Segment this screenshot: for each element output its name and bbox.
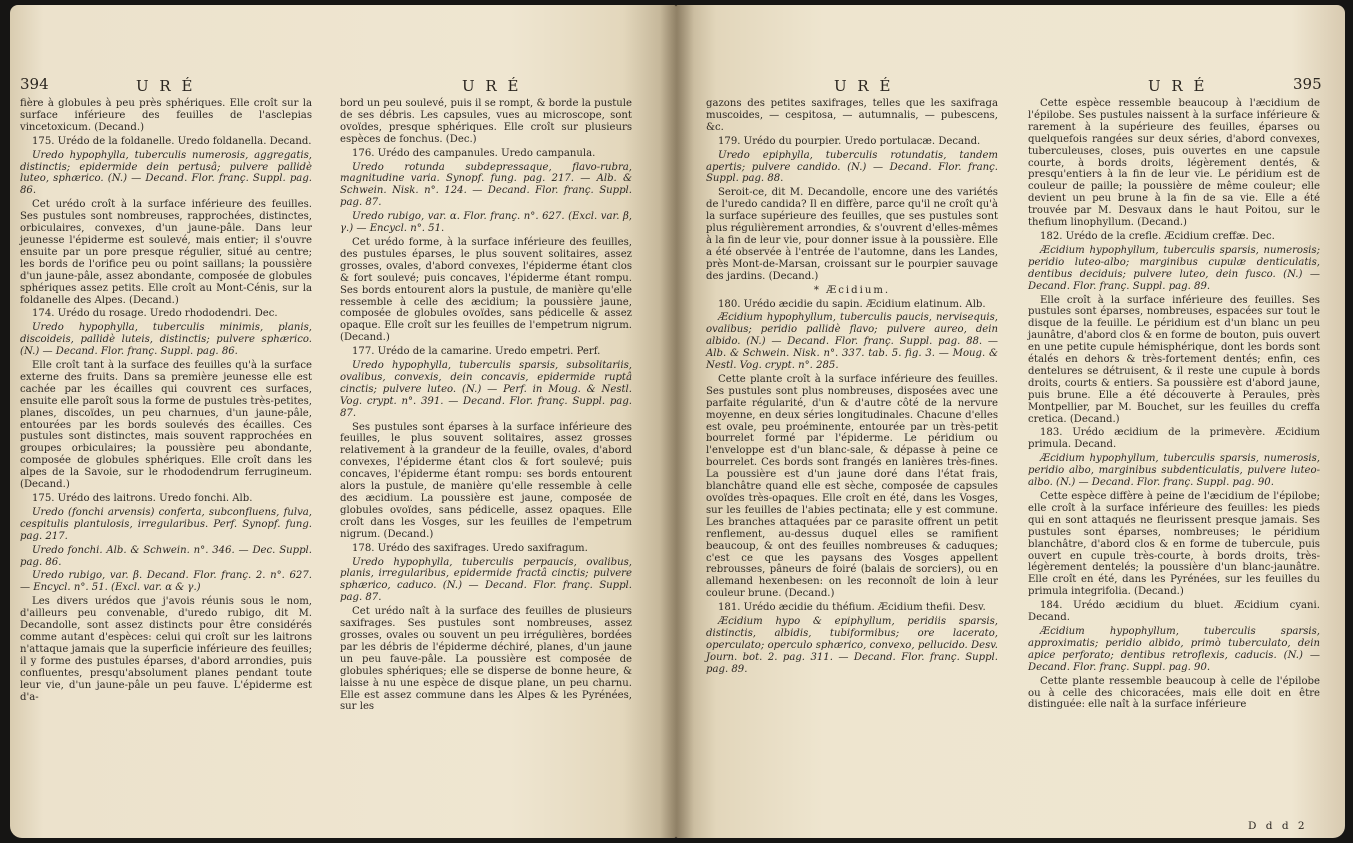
text-column — [706, 98, 998, 678]
paragraph: Seroit-ce, dit M. Decandolle, encore une des variétés de l'uredo candida? Il en diffère, parce qu'il ne croît qu'à la surface supérieure des feuilles, que ses pustules sont plus régulièrement arrondies, & s'ouvrent d'elles-mêmes à la fin de leur vie, pour donner issue à la poussière. Elle a été observée à l'entrée de l'automne, dans les Landes, près Mont-de-Marsan, croissant sur le pourpier sauvage des jardins. (Decand.) — [706, 187, 999, 282]
paragraph: Uredo epiphylla, tuberculis rotundatis, tandem apertis; pulvere candido. (N.) — Decand. Flor. franç. Suppl. pag. 88. — [706, 149, 998, 185]
signature-mark: D d d 2 — [1248, 820, 1308, 832]
paragraph: Les divers urédos que j'avois réunis sous le nom, d'ailleurs peu convenable, d'uredo rubigo, dit M. Decandolle, sont assez distincts pour être considérés comme autant d'espèces: celui qui croît sur les laitrons n'attaque jamais que la superficie inférieure des feuilles; il y forme des pustules éparses, d'abord arrondies, puis confluentes, presqu'absolument planes pendant toute leur vie, d'un jaune-pâle un peu fauve. L'épiderme est d'a- — [20, 596, 312, 703]
paragraph: 183. Urédo æcidium de la primevère. Æcidium primula. Decand. — [1028, 427, 1320, 451]
paragraph: Elle croît tant à la surface des feuilles qu'à la surface externe des fruits. Dans sa première jeunesse elle est cachée par les écailles qui couvrent ces surfaces, ensuite elle paroît sous la forme de pustules très-petites, planes, discoïdes, un peu charnues, d'un jaune-pâle, entourées par les bords soulevés des écailles. Ces pustules sont distinctes, mais souvent rapprochées en groupes orbiculaires; la poussière peu abondante, composée de globules sphériques. Elle croît dans les alpes de la Savoie, sur le rhododendrum ferrugineum. (Decand.) — [20, 360, 312, 491]
paragraph: Cette plante ressemble beaucoup à celle de l'épilobe ou à celle des chicoracées, mais elle doit en être distinguée: elle naît à la surface inférieure — [1028, 675, 1320, 711]
page-number: 395 — [1293, 75, 1322, 93]
paragraph: 175. Urédo des laitrons. Uredo fonchi. Alb. — [32, 493, 253, 504]
paragraph: 180. Urédo æcidie du sapin. Æcidium elatinum. Alb. — [718, 298, 986, 310]
right-page — [676, 5, 1345, 838]
paragraph: * Æcidium. — [813, 284, 891, 296]
paragraph: 174. Urédo du rosage. Uredo rhododendri. Dec. — [32, 308, 278, 320]
paragraph: Æcidium hypophyllum, tuberculis sparsis, numerosis, peridio albo, marginibus subdenticulatis, pulvere luteo-albo. (N.) — Decand. Flor. franç. Suppl. pag. 90. — [1028, 453, 1320, 489]
paragraph: 184. Urédo æcidium du bluet. Æcidium cyani. Decand. — [1028, 600, 1320, 624]
paragraph: 178. Urédo des saxifrages. Uredo saxifragum. — [352, 542, 588, 554]
paragraph: 177. Urédo de la camarine. Uredo empetri. Perf. — [352, 346, 601, 358]
paragraph: Elle croît à la surface inférieure des feuilles. Ses pustules sont éparses, nombreuses, espacées sur tout le disque de la feuille. Le péridium est d'un blanc un peu jaunâtre, d'abord clos & en forme de bouton, puis ouvert en une petite cupule hémisphérique, dont les bords sont étalés en dehors & très-fortement dentés; enfin, ces dentelures se détruisent, & il reste une cupule à bords droits, courts & entiers. Sa poussière est d'abord jaune, puis brune. Elle a été découverte à Peraules, près Montpellier, par M. Bouchet, sur les feuilles du creffa cretica. (Decand.) — [1028, 294, 1320, 425]
paragraph: 176. Urédo des campanules. Uredo campanula. — [352, 147, 596, 159]
paragraph: Æcidium hypophyllum, tuberculis sparsis, approximatis; peridio albido, primò tuberculato, dein apice perforato; dentibus retroflexis, caducis. (N.) — Decand. Flor. franç. Suppl. pag. 90. — [1028, 625, 1320, 673]
paragraph: Uredo hypophylla, tuberculis sparsis, subsolitariis, ovalibus, convexis, dein concavis, epidermide ruptâ cinctis; pulvere luteo. (N.) — Perf. in Moug. & Nestl. Vog. crypt. n°. 391. — Decand. Flor. franç. Suppl. pag. 87. — [340, 360, 632, 419]
paragraph: Uredo rotunda subdepressaque, flavo-rubra, magnitudine varia. Synopf. fung. pag. 217. — Alb. & Schwein. Nisk. n°. 124. — Decand. Flor. franç. Suppl. pag. 87. — [340, 161, 632, 209]
paragraph: bord un peu soulevé, puis il se rompt, & borde la pustule de ses débris. Les capsules, vues au microscope, sont ovoïdes, presque sphériques. Elle croît sur plusieurs espèces de fonchus. (Dec.) — [340, 98, 633, 145]
paragraph: Uredo rubigo, var. α. Flor. franç. n°. 627. (Excl. var. β, γ.) — Encycl. n°. 51. — [340, 211, 632, 235]
paragraph: Uredo rubigo, var. β. Decand. Flor. franç. 2. n°. 627. — Encycl. n°. 51. (Excl. var. α & γ.) — [20, 570, 312, 594]
paragraph: 181. Urédo æcidie du théfium. Æcidium thefii. Desv. — [718, 602, 986, 614]
running-head: U R É — [834, 77, 894, 95]
text-column — [1028, 98, 1320, 713]
paragraph: Æcidium hypophyllum, tuberculis sparsis, numerosis; peridio luteo-albo; marginibus cupulæ denticulatis, dentibus deciduis; pulvere luteo, dein fusco. (N.) — Decand. Flor. franç. Suppl. pag. 89. — [1028, 244, 1320, 292]
paragraph: gazons des petites saxifrages, telles que les saxifraga muscoides, — cespitosa, — autumnalis, — pubescens, &c. — [706, 98, 998, 133]
paragraph: Uredo fonchi. Alb. & Schwein. n°. 346. — Dec. Suppl. pag. 86. — [20, 544, 312, 568]
text-column — [340, 98, 632, 715]
book-spread — [10, 5, 1345, 838]
paragraph: Uredo (fonchi arvensis) conferta, subconfluens, fulva, cespitulis plantulosis, irregularibus. Perf. Synopf. fung. pag. 217. — [20, 506, 312, 542]
book-gutter — [660, 5, 694, 838]
paragraph: Ses pustules sont éparses à la surface inférieure des feuilles, le plus souvent solitaires, assez grosses relativement à la grandeur de la feuille, ovales, d'abord convexes, l'épiderme étant clos & fort soulevé; puis concaves, l'épiderme étant rompu: ses bords entourent alors la pustule, de manière qu'elle ressemble à celle des æcidium. La poussière est jaune, composée de globules ovoïdes, sans pédicelle, assez opaques. Elle croît dans les Vosges, sur les feuilles de l'empetrum nigrum. (Decand.) — [340, 421, 632, 540]
paragraph: Cette plante croît à la surface inférieure des feuilles. Ses pustules sont plus nombreuses, disposées avec une parfaite régularité, d'un & d'autre côté de la nervure moyenne, en deux séries longitudinales. Chacune d'elles est ovale, peu proéminente, entourée par un très-petit bourrelet formé par l'épiderme. Le péridium ou l'enveloppe est d'un blanc-sale, & dépasse à peine ce bourrelet. Ces bords sont frangés en lanières très-fines. La poussière est d'un jaune doré dans l'état frais, blanchâtre quand elle est sèche, composée de capsules ovoïdes très-opaques. Elle croît en été, dans les Vosges, sur les feuilles de l'abies pectinata; elle y est commune. Les branches attaquées par ce parasite offrent un petit renflement, au-dessus duquel elles se ramifient beaucoup, & ont des feuilles nombreuses & caduques; c'est ce que les paysans des Vosges appellent rebrousses, pâneurs de foiré (balais de sorciers), ou en allemand hexenbesen: on les reconnoît de loin à leur couleur brune. (Decand.) — [706, 373, 998, 600]
paragraph: fière à globules à peu près sphériques. Elle croît sur la surface inférieure des feuilles de l'asclepias vincetoxicum. (Decand.) — [20, 98, 312, 133]
paragraph: 182. Urédo de la crefle. Æcidium creffæ. Dec. — [1040, 230, 1275, 242]
paragraph: Uredo hypophylla, tuberculis perpaucis, ovalibus, planis, irregularibus, epidermide fractâ cinctis; pulvere sphærico, caduco. (N.) — Decand. Flor. franç. Suppl. pag. 87. — [340, 556, 632, 604]
paragraph: Cet urédo naît à la surface des feuilles de plusieurs saxifrages. Ses pustules sont nombreuses, assez grosses, ovales ou souvent un peu irrégulières, bordées par les débris de l'épiderme déchiré, planes, d'un jaune un peu fauve-pâle. La poussière est composée de globules sphériques; elle se disperse de bonne heure, & laisse à nu une espèce de disque plane, un peu charnu. Elle est assez commune dans les Alpes & les Pyrénées, sur les — [340, 606, 632, 713]
running-head: U R É — [136, 77, 196, 95]
paragraph: Uredo hypophylla, tuberculis minimis, planis, discoideis, pallidè luteis, distinctis; pulvere sphærico. (N.) — Decand. Flor. franç. Suppl. pag. 86. — [20, 322, 312, 358]
paragraph: Cette espèce diffère à peine de l'æcidium de l'épilobe; elle croît à la surface inférieure des feuilles: les pieds qui en sont attaqués ne fleurissent presque jamais. Ses pustules sont éparses, nombreuses; le péridium blanchâtre, d'abord clos & en forme de tubercule, puis ouvert en cupule très-courte, à bords droits, très-légèrement dentelés; la poussière d'un blanc-jaunâtre. Elle croît en été, dans les Pyrénées, sur les feuilles du primula integrifolia. (Decand.) — [1028, 491, 1320, 598]
paragraph: Æcidium hypo & epiphyllum, peridiis sparsis, distinctis, albidis, tubiformibus; ore lacerato, operculato; operculo sphærico, convexo, pellucido. Desv. Journ. bot. 2. pag. 311. — Decand. Flor. franç. Suppl. pag. 89. — [706, 616, 998, 675]
running-head: U R É — [1148, 77, 1208, 95]
paragraph: 179. Urédo du pourpier. Uredo portulacæ. Decand. — [718, 135, 981, 147]
running-head: U R É — [462, 77, 522, 95]
page-number: 394 — [20, 75, 49, 93]
paragraph: 175. Urédo de la foldanelle. Uredo foldanella. Decand. — [32, 135, 312, 147]
left-page — [10, 5, 676, 838]
paragraph: Cet urédo forme, à la surface inférieure des feuilles, des pustules éparses, le plus souvent solitaires, assez grosses, ovales, d'abord convexes, l'épiderme étant clos & fort soulevé; puis concaves, l'épiderme étant rompu. Ses bords entourent alors la pustule, de manière qu'elle ressemble à celle des æcidium; la poussière jaune, composée de globules ovoïdes, sans pédicelle & assez opaque. Elle croît sur les feuilles de l'empetrum nigrum. (Decand.) — [340, 236, 632, 344]
paragraph: Uredo hypophylla, tuberculis numerosis, aggregatis, distinctis; epidermide dein pertusâ; pulvere pallidè luteo, sphærico. (N.) — Decand. Flor. franç. Suppl. pag. 86. — [20, 149, 312, 197]
text-column — [20, 98, 312, 705]
paragraph: Cette espèce ressemble beaucoup à l'æcidium de l'épilobe. Ses pustules naissent à la surface inférieure & rarement à la supérieure des feuilles, éparses ou quelquefois rangées sur deux séries, d'abord convexes, tuberculeuses, closes, puis ouvertes en une capsule courte, à bords droits, légèrement dentés, & presqu'entiers à la fin de leur vie. Le péridium est de couleur de paille; la poussière de même couleur; elle devient un peu brune à la fin de sa vie. Elle a été trouvée par M. Desvaux dans le haut Poitou, sur le thefium linophyllum. (Decand.) — [1028, 98, 1320, 229]
paragraph: Cet urédo croît à la surface inférieure des feuilles. Ses pustules sont nombreuses, rapprochées, distinctes, orbiculaires, convexes, d'un jaune-pâle. Dans leur jeunesse l'épiderme est soulevé, mais entier; il s'ouvre ensuite par un pore presque régulier, situé au centre; les bords de l'orifice peu ou point saillans; la poussière d'un jaune-pâle, assez abondante, composée de globules sphériques assez petits. Elle croît au Mont-Cénis, sur la foldanelle des Alpes. (Decand.) — [20, 199, 312, 306]
paragraph: Æcidium hypophyllum, tuberculis paucis, nervisequis, ovalibus; peridio pallidè flavo; pulvere aureo, dein albido. (N.) — Decand. Flor. franç. Suppl. pag. 88. — Alb. & Schwein. Nisk. n°. 337. tab. 5. fig. 3. — Moug. & Nestl. Vog. crypt. n°. 285. — [706, 312, 998, 372]
